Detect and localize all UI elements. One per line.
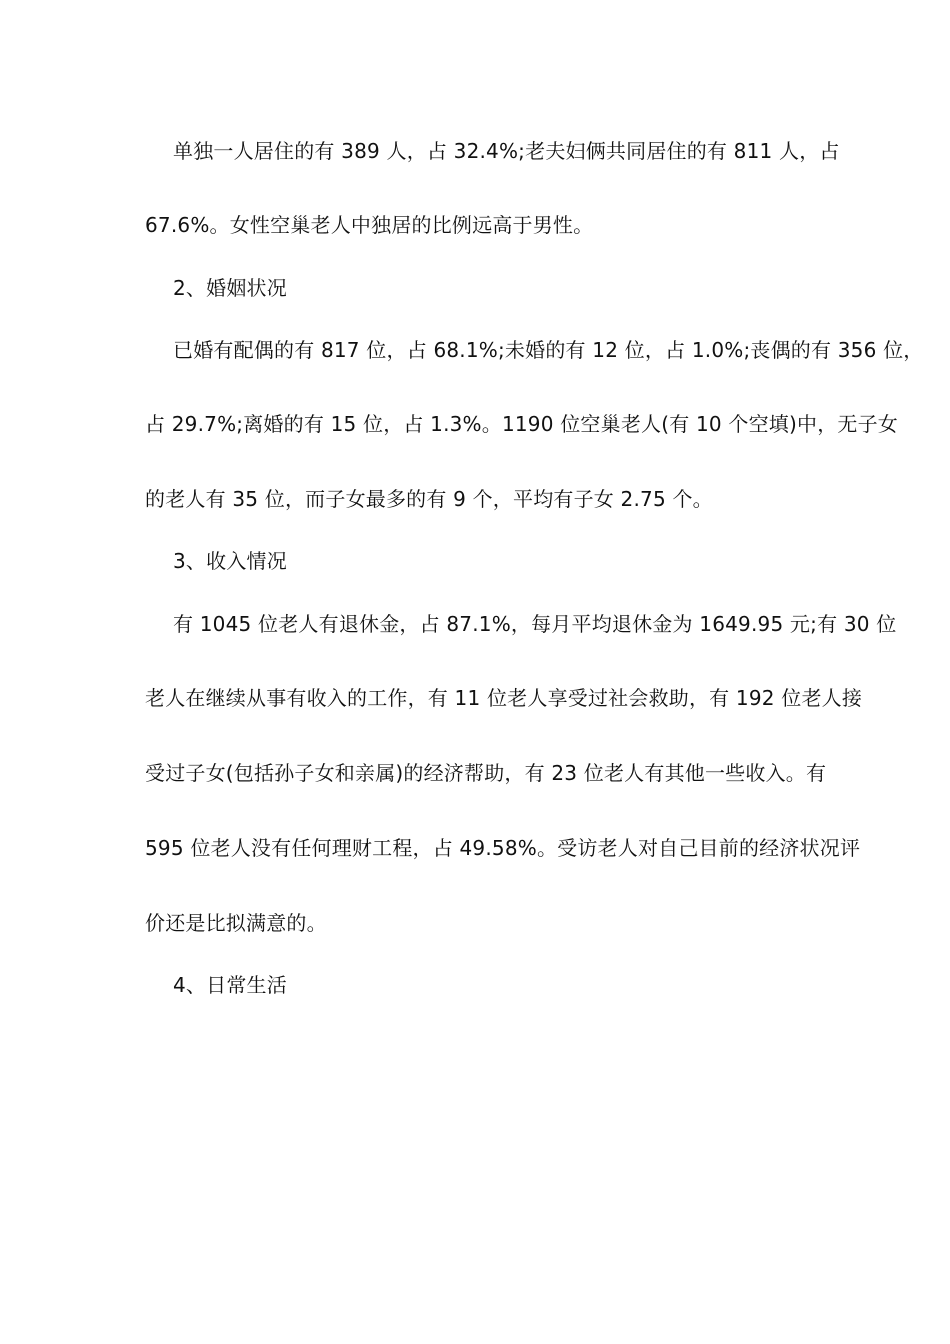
- section-heading-income: 3、收入情况: [173, 549, 287, 573]
- paragraph-line: 占 29.7%;离婚的有 15 位，占 1.3%。1190 位空巢老人(有 10 个空填)中，无子女: [145, 412, 898, 436]
- paragraph-line: 的老人有 35 位，而子女最多的有 9 个，平均有子女 2.75 个。: [145, 487, 713, 511]
- paragraph-line: 单独一人居住的有 389 人，占 32.4%;老夫妇俩共同居住的有 811 人，占: [173, 139, 840, 163]
- paragraph-line: 595 位老人没有任何理财工程，占 49.58%。受访老人对自己目前的经济状况评: [145, 836, 861, 860]
- paragraph-line: 67.6%。女性空巢老人中独居的比例远高于男性。: [145, 213, 594, 237]
- section-heading-marriage: 2、婚姻状况: [173, 276, 287, 300]
- paragraph-line: 老人在继续从事有收入的工作，有 11 位老人享受过社会救助，有 192 位老人接: [145, 686, 863, 710]
- paragraph-line: 受过子女(包括孙子女和亲属)的经济帮助，有 23 位老人有其他一些收入。有: [145, 761, 827, 785]
- paragraph-line: 已婚有配偶的有 817 位，占 68.1%;未婚的有 12 位，占 1.0%;丧偶的有 356 位，: [173, 338, 924, 362]
- section-heading-daily-life: 4、日常生活: [173, 973, 287, 997]
- paragraph-line: 价还是比拟满意的。: [145, 911, 327, 935]
- paragraph-line: 有 1045 位老人有退休金，占 87.1%，每月平均退休金为 1649.95 元;有 30 位: [173, 612, 897, 636]
